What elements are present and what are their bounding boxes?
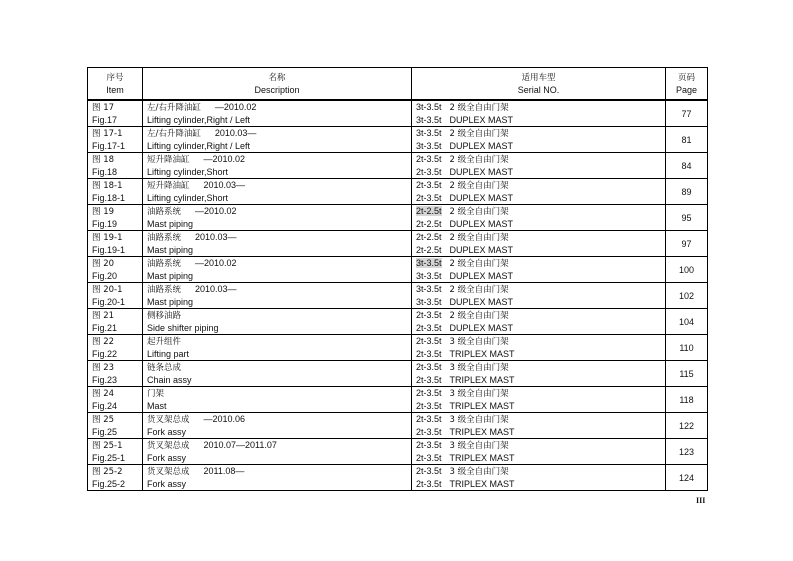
mast-type-en: DUPLEX MAST	[449, 323, 514, 333]
description-zh: 油路系统	[147, 285, 182, 295]
description-cell	[143, 335, 412, 361]
mast-type-zh: 3 级全自由门架	[449, 415, 509, 425]
item-cell	[88, 179, 143, 205]
description-en: Lifting cylinder,Short	[147, 193, 229, 203]
figure-zh: 图 20-1	[92, 284, 123, 295]
page-number: III	[696, 496, 706, 505]
serial-cell	[412, 335, 666, 361]
serial-cell	[412, 413, 666, 439]
description-en: Lifting cylinder,Right / Left	[147, 115, 251, 125]
model-range: 2t-3.5t	[416, 388, 442, 398]
table-row	[88, 413, 708, 439]
figure-en: Fig.20-1	[92, 296, 126, 307]
table-row	[88, 309, 708, 335]
table-row	[88, 100, 708, 127]
figure-en: Fig.22	[92, 348, 118, 359]
model-range: 2t-3.5t	[416, 453, 442, 463]
serial-cell	[412, 100, 666, 127]
description-en: Mast piping	[147, 219, 194, 229]
model-range: 2t-3.5t	[416, 414, 442, 424]
model-range: 2t-3.5t	[416, 375, 442, 385]
item-cell	[88, 465, 143, 491]
figure-en: Fig.25-1	[92, 452, 126, 463]
item-cell	[88, 231, 143, 257]
model-range: 2t-2.5t	[416, 245, 442, 255]
date-range: 2010.03—	[214, 128, 257, 138]
figure-zh: 图 23	[92, 362, 115, 373]
figure-zh: 图 25-1	[92, 440, 123, 451]
page-cell: 84	[666, 153, 708, 179]
serial-cell	[412, 465, 666, 491]
table-row	[88, 335, 708, 361]
model-range: 3t-3.5t	[416, 141, 442, 151]
table-row	[88, 439, 708, 465]
table-row	[88, 257, 708, 283]
description-en: Lifting part	[147, 349, 190, 359]
table-row	[88, 205, 708, 231]
serial-cell	[412, 179, 666, 205]
item-cell	[88, 257, 143, 283]
header-description: 名称 Description	[143, 68, 412, 101]
description-cell	[143, 309, 412, 335]
model-range: 2t-3.5t	[416, 310, 442, 320]
table-row	[88, 465, 708, 491]
mast-type-zh: 2 级全自由门架	[449, 103, 509, 113]
figure-zh: 图 24	[92, 388, 115, 399]
serial-cell	[412, 283, 666, 309]
page-cell: 81	[666, 127, 708, 153]
contents-table	[87, 67, 708, 491]
page-cell: 95	[666, 205, 708, 231]
serial-cell	[412, 439, 666, 465]
mast-type-zh: 3 级全自由门架	[449, 389, 509, 399]
header-item: 序号 Item	[88, 68, 143, 101]
item-cell	[88, 361, 143, 387]
description-zh: 短升降油缸	[147, 181, 190, 191]
description-cell	[143, 179, 412, 205]
figure-en: Fig.18-1	[92, 192, 126, 203]
page-cell: 102	[666, 283, 708, 309]
model-range: 2t-3.5t	[416, 349, 442, 359]
mast-type-zh: 2 级全自由门架	[449, 285, 509, 295]
mast-type-en: TRIPLEX MAST	[449, 479, 515, 489]
mast-type-zh: 3 级全自由门架	[449, 467, 509, 477]
description-cell	[143, 127, 412, 153]
serial-cell	[412, 153, 666, 179]
figure-en: Fig.19	[92, 218, 118, 229]
mast-type-en: DUPLEX MAST	[449, 271, 514, 281]
mast-type-zh: 3 级全自由门架	[449, 337, 509, 347]
date-range: —2010.02	[203, 154, 246, 164]
description-cell	[143, 231, 412, 257]
mast-type-en: TRIPLEX MAST	[449, 401, 515, 411]
figure-zh: 图 18	[92, 154, 115, 165]
model-range: 2t-3.5t	[416, 336, 442, 346]
description-zh: 链条总成	[147, 363, 182, 373]
figure-en: Fig.24	[92, 400, 118, 411]
figure-zh: 图 17	[92, 102, 115, 113]
mast-type-zh: 2 级全自由门架	[449, 259, 509, 269]
figure-en: Fig.18	[92, 166, 118, 177]
mast-type-zh: 2 级全自由门架	[449, 311, 509, 321]
serial-cell	[412, 257, 666, 283]
mast-type-zh: 2 级全自由门架	[449, 181, 509, 191]
model-range: 3t-3.5t	[416, 297, 442, 307]
page-cell: 89	[666, 179, 708, 205]
figure-zh: 图 19	[92, 206, 115, 217]
page-cell: 115	[666, 361, 708, 387]
item-cell	[88, 153, 143, 179]
description-en: Mast	[147, 401, 167, 411]
mast-type-en: DUPLEX MAST	[449, 115, 514, 125]
description-en: Lifting cylinder,Right / Left	[147, 141, 251, 151]
page-cell: 77	[666, 100, 708, 127]
model-range: 2t-2.5t	[416, 232, 442, 242]
description-zh: 油路系统	[147, 259, 182, 269]
description-cell	[143, 153, 412, 179]
page-cell: 124	[666, 465, 708, 491]
mast-type-en: TRIPLEX MAST	[449, 453, 515, 463]
description-zh: 起升组件	[147, 337, 182, 347]
serial-cell	[412, 309, 666, 335]
serial-cell	[412, 231, 666, 257]
description-en: Fork assy	[147, 479, 187, 489]
model-range: 2t-3.5t	[416, 323, 442, 333]
model-range: 2t-2.5t	[416, 219, 442, 229]
table-row	[88, 231, 708, 257]
item-cell	[88, 205, 143, 231]
description-cell	[143, 439, 412, 465]
model-range: 3t-3.5t	[416, 271, 442, 281]
serial-cell	[412, 127, 666, 153]
page-cell: 97	[666, 231, 708, 257]
mast-type-zh: 2 级全自由门架	[449, 155, 509, 165]
item-cell	[88, 100, 143, 127]
mast-type-en: DUPLEX MAST	[449, 167, 514, 177]
description-cell	[143, 100, 412, 127]
description-zh: 左/右升降油缸	[147, 129, 201, 139]
description-zh: 短升降油缸	[147, 155, 190, 165]
model-range: 3t-3.5t	[416, 115, 442, 125]
header-serial: 适用车型 Serial NO.	[412, 68, 666, 101]
description-cell	[143, 257, 412, 283]
date-range: 2011.08—	[203, 466, 245, 476]
mast-type-zh: 3 级全自由门架	[449, 441, 509, 451]
model-range: 2t-3.5t	[416, 479, 442, 489]
table-row	[88, 283, 708, 309]
description-zh: 货叉架总成	[147, 415, 190, 425]
item-cell	[88, 335, 143, 361]
table-row	[88, 361, 708, 387]
model-range: 2t-3.5t	[416, 362, 442, 372]
figure-en: Fig.19-1	[92, 244, 126, 255]
description-cell	[143, 387, 412, 413]
model-range: 2t-3.5t	[416, 401, 442, 411]
mast-type-zh: 2 级全自由门架	[449, 129, 509, 139]
description-cell	[143, 205, 412, 231]
description-cell	[143, 465, 412, 491]
description-en: Side shifter piping	[147, 323, 219, 333]
figure-en: Fig.25	[92, 426, 118, 437]
item-cell	[88, 439, 143, 465]
figure-en: Fig.23	[92, 374, 118, 385]
figure-en: Fig.20	[92, 270, 118, 281]
figure-zh: 图 25	[92, 414, 115, 425]
model-range: 2t-2.5t	[416, 206, 442, 216]
item-cell	[88, 309, 143, 335]
mast-type-zh: 3 级全自由门架	[449, 363, 509, 373]
serial-cell	[412, 361, 666, 387]
description-zh: 货叉架总成	[147, 441, 190, 451]
description-cell	[143, 283, 412, 309]
description-en: Mast piping	[147, 297, 194, 307]
model-range: 2t-3.5t	[416, 154, 442, 164]
mast-type-en: DUPLEX MAST	[449, 141, 514, 151]
date-range: —2010.02	[195, 258, 237, 268]
model-range: 2t-3.5t	[416, 167, 442, 177]
mast-type-en: TRIPLEX MAST	[449, 349, 515, 359]
model-range: 2t-3.5t	[416, 466, 442, 476]
date-range: —2010.02	[214, 102, 257, 112]
figure-zh: 图 22	[92, 336, 115, 347]
description-en: Mast piping	[147, 271, 194, 281]
table-row	[88, 153, 708, 179]
figure-zh: 图 19-1	[92, 232, 123, 243]
date-range: 2010.03—	[195, 232, 237, 242]
mast-type-en: DUPLEX MAST	[449, 297, 514, 307]
item-cell	[88, 413, 143, 439]
figure-en: Fig.25-2	[92, 478, 126, 489]
figure-zh: 图 18-1	[92, 180, 123, 191]
description-en: Lifting cylinder,Short	[147, 167, 229, 177]
date-range: —2010.06	[203, 414, 246, 424]
model-range: 2t-3.5t	[416, 180, 442, 190]
model-range: 3t-3.5t	[416, 102, 442, 112]
page-cell: 118	[666, 387, 708, 413]
model-range: 3t-3.5t	[416, 128, 442, 138]
description-en: Fork assy	[147, 453, 187, 463]
item-cell	[88, 283, 143, 309]
date-range: 2010.07—2011.07	[203, 440, 277, 450]
mast-type-en: TRIPLEX MAST	[449, 375, 515, 385]
description-cell	[143, 361, 412, 387]
description-cell	[143, 413, 412, 439]
mast-type-en: DUPLEX MAST	[449, 219, 514, 229]
serial-cell	[412, 387, 666, 413]
item-cell	[88, 387, 143, 413]
mast-type-zh: 2 级全自由门架	[449, 233, 509, 243]
table-row	[88, 387, 708, 413]
model-range: 3t-3.5t	[416, 284, 442, 294]
description-zh: 油路系统	[147, 233, 182, 243]
date-range: 2010.03—	[203, 180, 246, 190]
model-range: 2t-3.5t	[416, 193, 442, 203]
description-zh: 货叉架总成	[147, 467, 190, 477]
description-zh: 油路系统	[147, 207, 182, 217]
item-cell	[88, 127, 143, 153]
figure-en: Fig.17-1	[92, 140, 126, 151]
figure-zh: 图 17-1	[92, 128, 123, 139]
table-header-row	[88, 68, 708, 101]
table-row	[88, 179, 708, 205]
description-zh: 侧移油路	[147, 311, 182, 321]
description-en: Chain assy	[147, 375, 192, 385]
page-cell: 122	[666, 413, 708, 439]
description-zh: 门架	[147, 389, 165, 399]
mast-type-zh: 2 级全自由门架	[449, 207, 509, 217]
mast-type-en: DUPLEX MAST	[449, 193, 514, 203]
model-range: 3t-3.5t	[416, 258, 442, 268]
figure-zh: 图 25-2	[92, 466, 123, 477]
page-cell: 110	[666, 335, 708, 361]
page-cell: 104	[666, 309, 708, 335]
table-row	[88, 127, 708, 153]
header-page: 页码 Page	[666, 68, 708, 101]
date-range: 2010.03—	[195, 284, 237, 294]
serial-cell	[412, 205, 666, 231]
figure-zh: 图 20	[92, 258, 115, 269]
description-en: Fork assy	[147, 427, 187, 437]
page-cell: 100	[666, 257, 708, 283]
page-cell: 123	[666, 439, 708, 465]
model-range: 2t-3.5t	[416, 427, 442, 437]
mast-type-en: TRIPLEX MAST	[449, 427, 515, 437]
figure-en: Fig.21	[92, 322, 118, 333]
description-zh: 左/右升降油缸	[147, 103, 201, 113]
figure-en: Fig.17	[92, 114, 118, 125]
model-range: 2t-3.5t	[416, 440, 442, 450]
date-range: —2010.02	[195, 206, 237, 216]
mast-type-en: DUPLEX MAST	[449, 245, 514, 255]
figure-zh: 图 21	[92, 310, 115, 321]
description-en: Mast piping	[147, 245, 194, 255]
